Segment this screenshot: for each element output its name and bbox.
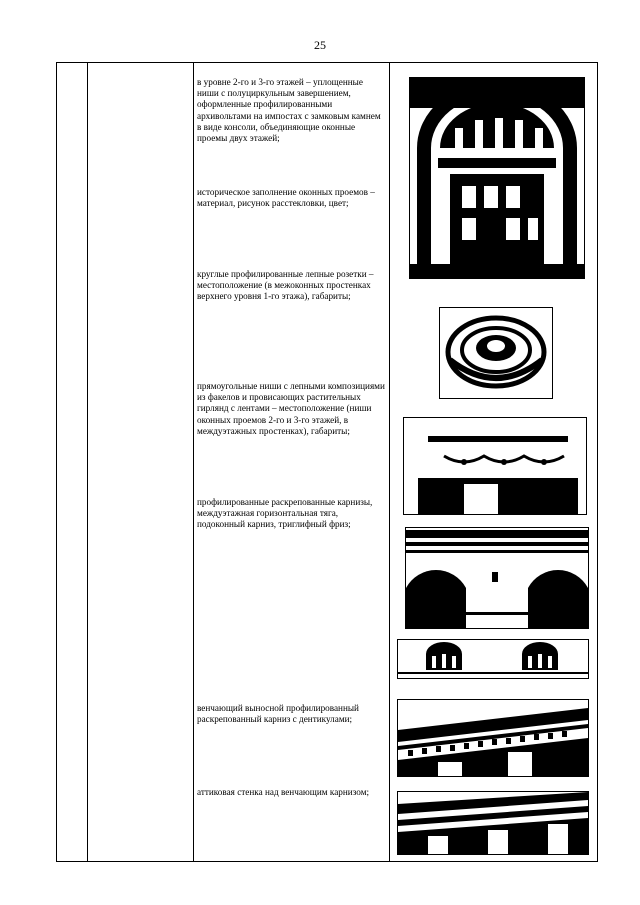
column-divider <box>193 63 194 861</box>
crowning-cornice-photo-icon <box>397 699 589 777</box>
column-divider <box>87 63 88 861</box>
page-number: 25 <box>314 38 326 52</box>
item-text: аттиковая стенка над венчающим карнизом; <box>197 787 370 797</box>
window-frieze-photo-icon <box>397 639 589 679</box>
column-divider <box>389 63 390 861</box>
cornice-arches-photo-icon <box>405 527 589 629</box>
round-rosette-photo-icon <box>439 307 553 399</box>
content-table <box>56 62 598 862</box>
item-text: историческое заполнение оконных проемов – материал, рисунок расстекловки, цвет; <box>197 187 375 209</box>
arched-window-photo-icon <box>409 77 585 279</box>
niche-garland-photo-icon <box>403 417 587 515</box>
attic-wall-photo-icon <box>397 791 589 855</box>
item-text: венчающий выносной профилированный раскрепованный карниз с дентикулами; <box>197 703 359 725</box>
item-text: прямоугольные ниши с лепными композициями из факелов и провисающих растительных гирлянд с лентами – местоположение (ниши оконных проемов 2-го и 3-го этажей, в междуэтажных простенках), габариты; <box>197 381 385 436</box>
item-text: профилированные раскрепованные карнизы, междуэтажная горизонтальная тяга, подоконный карниз, триглифный фриз; <box>197 497 373 530</box>
item-text: круглые профилированные лепные розетки – местоположение (в межоконных простенках верхнего уровня 1-го этажа), габариты; <box>197 269 374 302</box>
item-text: в уровне 2-го и 3-го этажей – уплощенные ниши с полуциркульным завершением, оформленные профилированными архивольтами на импостах с замковым камнем в виде консоли, объединяющие оконные проемы двух этажей; <box>197 77 381 144</box>
